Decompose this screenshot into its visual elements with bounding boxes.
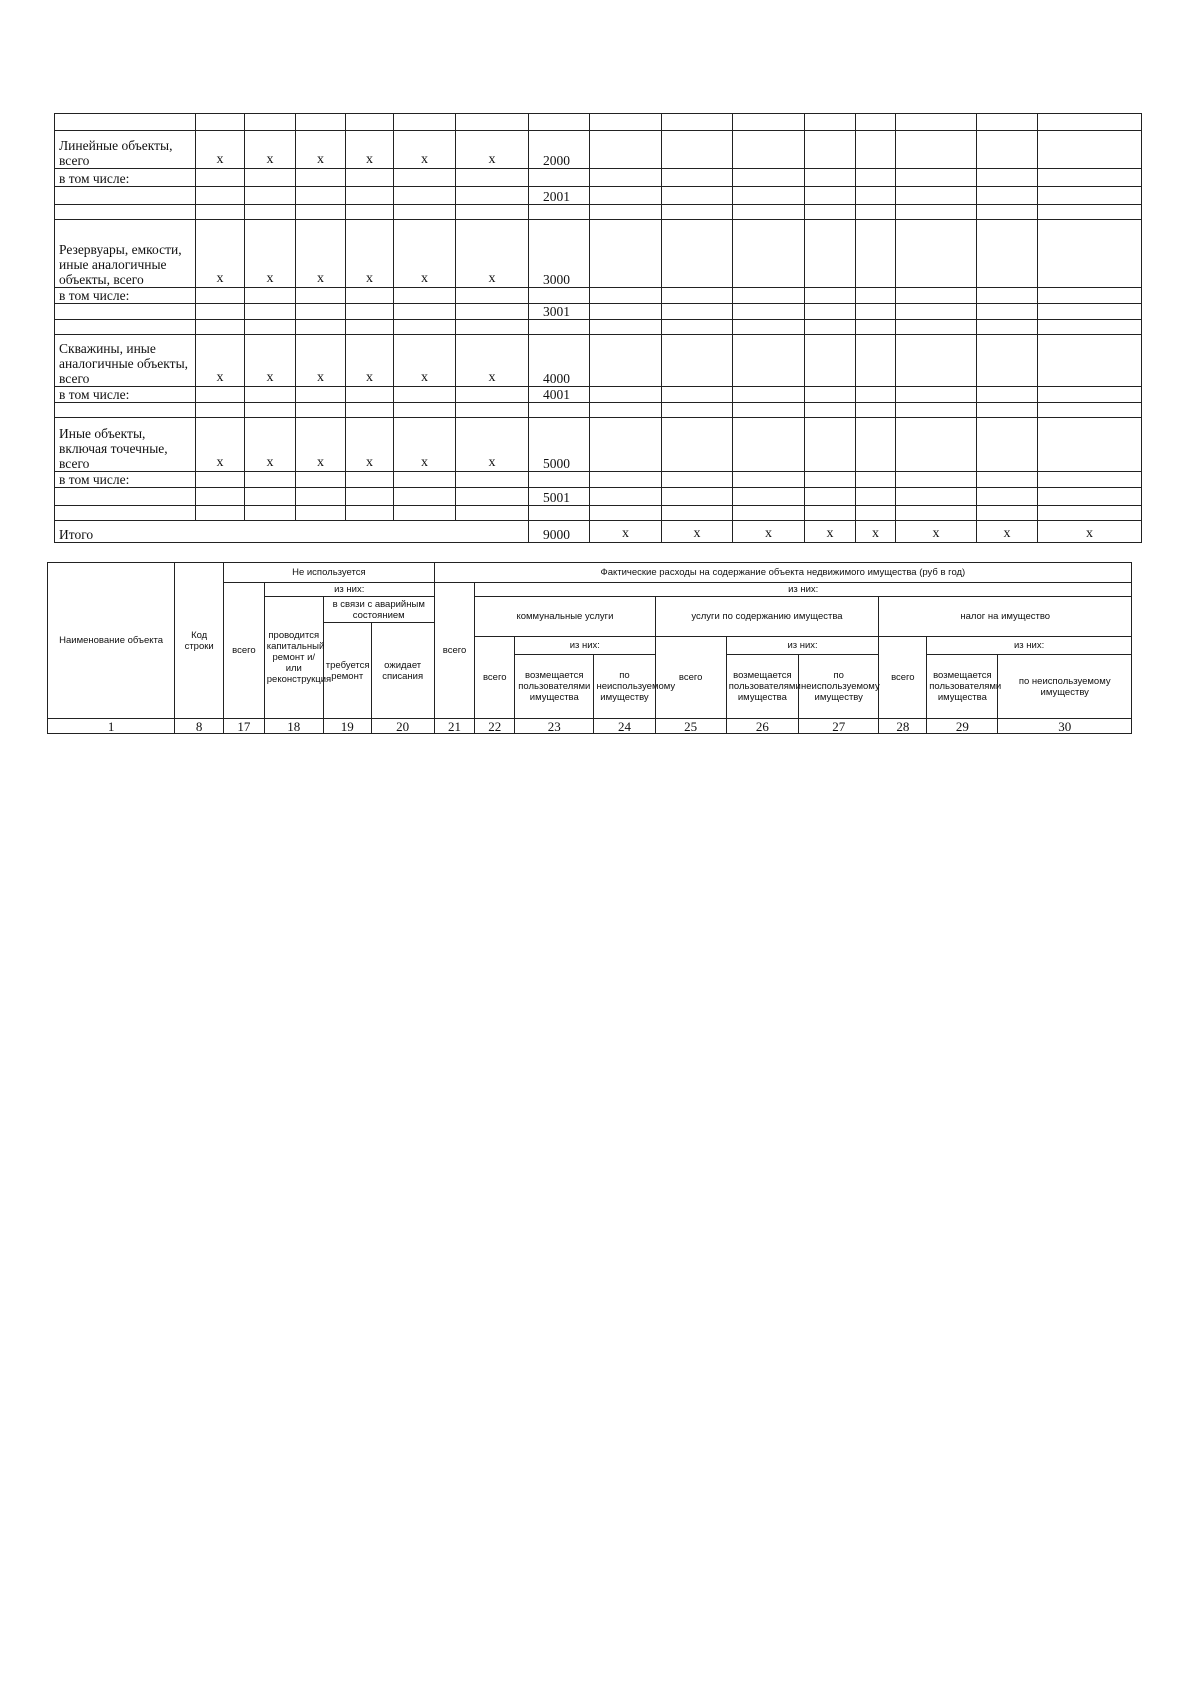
header-reimbursed-util: возмещается пользователями имущества (515, 655, 594, 719)
sub-label: в том числе: (55, 472, 196, 488)
column-number: 30 (998, 719, 1132, 734)
table-row (55, 131, 1142, 169)
header-not-used-total: всего (224, 583, 265, 719)
expenses-header-table (47, 562, 1132, 734)
x-mark: x (245, 220, 296, 288)
header-costs-total: всего (434, 583, 475, 719)
x-mark: x (456, 418, 529, 472)
header-of-them: из них: (515, 637, 655, 655)
row-code: 4001 (529, 387, 590, 403)
x-mark: x (394, 131, 456, 169)
x-mark: x (805, 521, 856, 543)
x-mark: x (394, 220, 456, 288)
row-name: Иные объекты, включая точечные, всего (55, 418, 196, 472)
property-objects-table (54, 113, 1142, 543)
x-mark: x (346, 220, 394, 288)
header-of-them: из них: (726, 637, 879, 655)
x-mark: x (296, 220, 346, 288)
row-code: 3001 (529, 304, 590, 320)
row-code: 2000 (529, 131, 590, 169)
x-mark: x (346, 418, 394, 472)
column-number: 22 (475, 719, 515, 734)
header-actual-costs: Фактические расходы на содержание объекта недвижимого имущества (руб в год) (434, 563, 1131, 583)
header-awaits-writeoff: ожидает списания (371, 623, 434, 719)
header-maintenance: услуги по содержанию имущества (655, 597, 879, 637)
row-name: Резервуары, емкости, иные аналогичные объекты, всего (55, 220, 196, 288)
table-row (55, 114, 1142, 131)
x-mark: x (394, 335, 456, 387)
table-row (55, 320, 1142, 335)
x-mark: x (1038, 521, 1142, 543)
x-mark: x (245, 418, 296, 472)
sub-label: в том числе: (55, 169, 196, 187)
table-row (55, 335, 1142, 387)
table-row (55, 220, 1142, 288)
row-code: 5000 (529, 418, 590, 472)
header-not-used: Не используется (224, 563, 435, 583)
table-row (55, 506, 1142, 521)
header-of-them: из них: (475, 583, 1132, 597)
x-mark: x (346, 335, 394, 387)
column-number: 29 (927, 719, 998, 734)
column-number: 25 (655, 719, 726, 734)
column-number: 21 (434, 719, 475, 734)
column-number: 19 (323, 719, 371, 734)
column-number: 24 (594, 719, 655, 734)
header-unused-util: по неиспользуемому имуществу (594, 655, 655, 719)
x-mark: x (196, 335, 245, 387)
x-mark: x (296, 335, 346, 387)
header-unused-maint: по неиспользуемому имуществу (799, 655, 879, 719)
table-row (55, 488, 1142, 506)
column-numbers-row (48, 719, 1132, 734)
x-mark: x (977, 521, 1038, 543)
table-row (55, 205, 1142, 220)
table-row (55, 418, 1142, 472)
row-name: Линейные объекты, всего (55, 131, 196, 169)
column-number: 18 (264, 719, 323, 734)
x-mark: x (245, 335, 296, 387)
header-unused-tax: по неиспользуемому имуществу (998, 655, 1132, 719)
row-code: 5001 (529, 488, 590, 506)
header-code: Код строки (175, 563, 224, 719)
column-number: 23 (515, 719, 594, 734)
header-maintenance-total: всего (655, 637, 726, 719)
table-row (55, 288, 1142, 304)
row-code: 3000 (529, 220, 590, 288)
x-mark: x (456, 131, 529, 169)
header-reimbursed-tax: возмещается пользователями имущества (927, 655, 998, 719)
row-code: 4000 (529, 335, 590, 387)
x-mark: x (346, 131, 394, 169)
header-reimbursed-maint: возмещается пользователями имущества (726, 655, 798, 719)
column-number: 26 (726, 719, 798, 734)
total-code: 9000 (529, 521, 590, 543)
x-mark: x (896, 521, 977, 543)
x-mark: x (456, 335, 529, 387)
column-number: 27 (799, 719, 879, 734)
table-row (55, 187, 1142, 205)
x-mark: x (733, 521, 805, 543)
header-emergency: в связи с аварийным состоянием (323, 597, 434, 623)
x-mark: x (196, 131, 245, 169)
x-mark: x (662, 521, 733, 543)
x-mark: x (394, 418, 456, 472)
header-name: Наименование объекта (48, 563, 175, 719)
sub-label: в том числе: (55, 387, 196, 403)
x-mark: x (196, 418, 245, 472)
table-row (55, 169, 1142, 187)
total-row (55, 521, 1142, 543)
header-utilities-total: всего (475, 637, 515, 719)
table-row (55, 304, 1142, 320)
column-number: 1 (48, 719, 175, 734)
table-row (55, 403, 1142, 418)
column-number: 20 (371, 719, 434, 734)
header-of-them: из них: (927, 637, 1132, 655)
x-mark: x (196, 220, 245, 288)
header-needs-repair: требуется ремонт (323, 623, 371, 719)
x-mark: x (590, 521, 662, 543)
column-number: 8 (175, 719, 224, 734)
header-tax-total: всего (879, 637, 927, 719)
table-row (55, 472, 1142, 488)
total-label: Итого (55, 521, 529, 543)
header-of-them: из них: (264, 583, 434, 597)
x-mark: x (245, 131, 296, 169)
x-mark: x (296, 131, 346, 169)
row-code: 2001 (529, 187, 590, 205)
x-mark: x (456, 220, 529, 288)
column-number: 28 (879, 719, 927, 734)
column-number: 17 (224, 719, 265, 734)
header-utilities: коммунальные услуги (475, 597, 655, 637)
header-capital-repair: проводится капитальный ремонт и/или реконструкция (264, 597, 323, 719)
header-property-tax: налог на имущество (879, 597, 1132, 637)
table-row (55, 387, 1142, 403)
x-mark: x (856, 521, 896, 543)
row-name: Скважины, иные аналогичные объекты, всего (55, 335, 196, 387)
sub-label: в том числе: (55, 288, 196, 304)
x-mark: x (296, 418, 346, 472)
